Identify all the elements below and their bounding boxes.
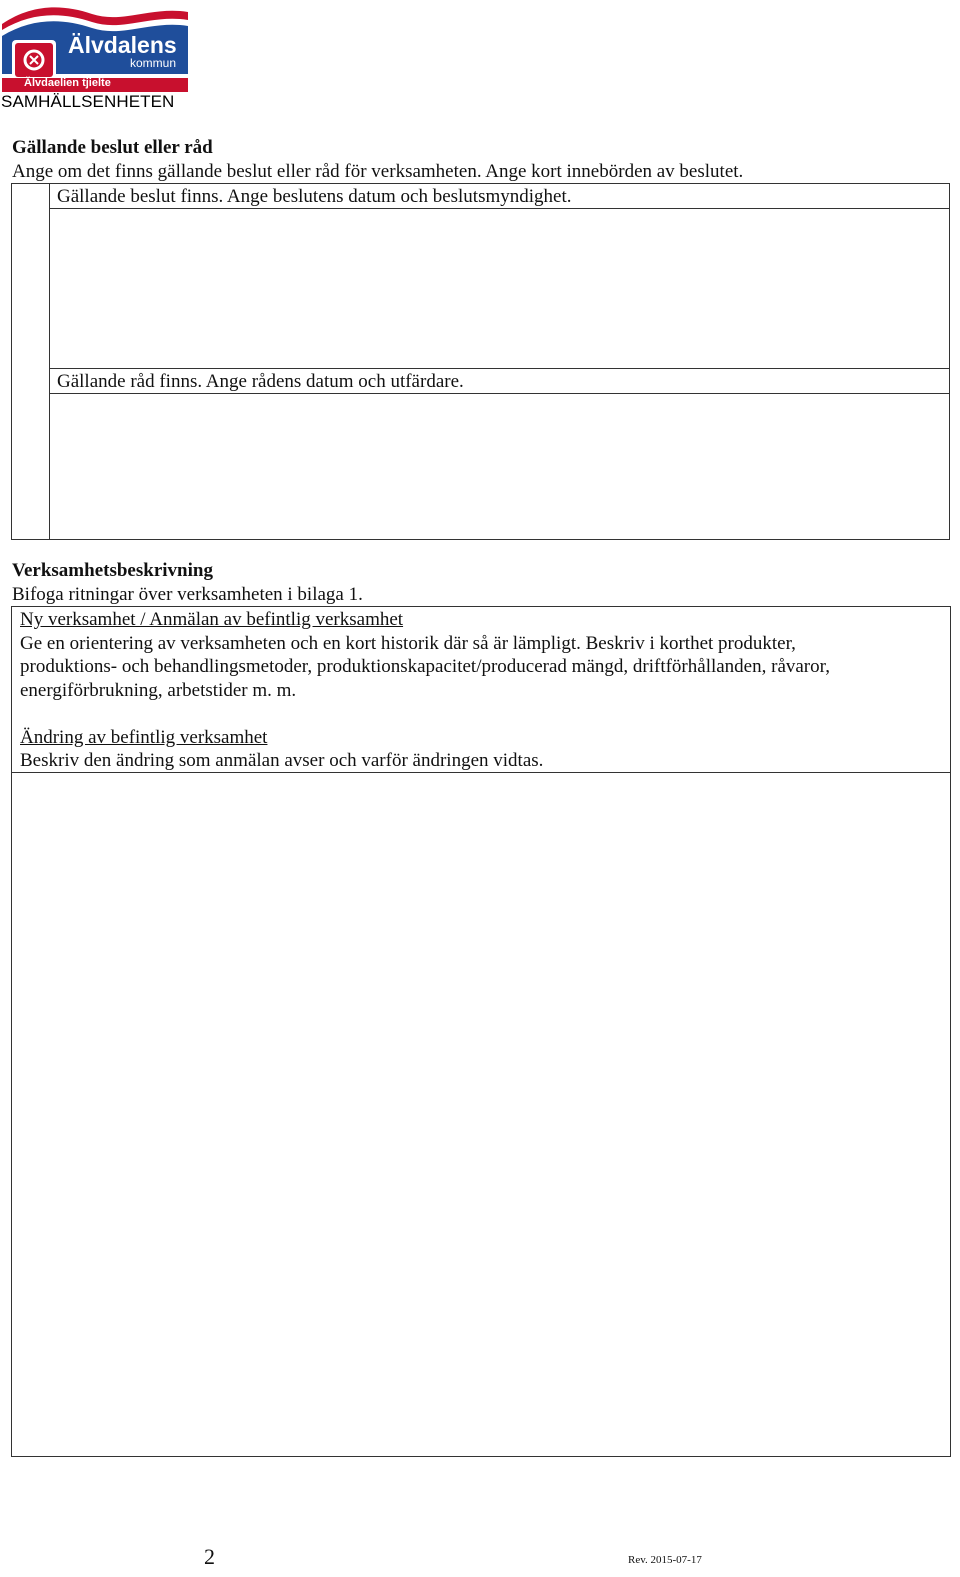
section-heading-beslut: Gällande beslut eller råd: [12, 137, 213, 158]
section-intro-verksamhet: Bifoga ritningar över verksamheten i bilaga 1.: [12, 584, 363, 605]
verksamhet-input-area[interactable]: [12, 773, 950, 1456]
ny-verksamhet-heading: Ny verksamhet / Anmälan av befintlig verksamhet: [20, 609, 404, 630]
ny-verksamhet-text-2: produktions- och behandlingsmetoder, produktionskapacitet/producerad mängd, driftförhållanden, råvaror,: [20, 656, 830, 677]
beslut-input-area[interactable]: [50, 209, 949, 368]
beslut-table: [11, 183, 950, 540]
municipality-logo: [2, 4, 188, 92]
unit-name: SAMHÄLLSENHETEN: [1, 92, 175, 111]
table-divider: [49, 368, 949, 369]
andring-heading: Ändring av befintlig verksamhet: [20, 726, 268, 748]
section-heading-verksamhet: Verksamhetsbeskrivning: [12, 560, 213, 581]
logo-wordmark: Älvdalens: [68, 32, 177, 58]
spacer: [20, 702, 900, 726]
andring-text: Beskriv den ändring som anmälan avser och varför ändringen vidtas.: [20, 750, 544, 771]
row-label-beslut: Gällande beslut finns. Ange beslutens datum och beslutsmyndighet.: [57, 186, 572, 207]
revision-label: Rev. 2015-07-17: [628, 1554, 702, 1566]
row-label-rad: Gällande råd finns. Ange rådens datum och utfärdare.: [57, 371, 464, 392]
verksamhet-instructions: [20, 608, 900, 773]
section-intro-beslut: Ange om det finns gällande beslut eller råd för verksamheten. Ange kort innebörden av beslutet.: [12, 161, 744, 182]
ny-verksamhet-text-3: energiförbrukning, arbetstider m. m.: [20, 679, 297, 701]
logo-tagline: Älvdaelien tjielte: [24, 77, 111, 89]
verksamhet-box: [11, 606, 951, 1457]
ny-verksamhet-text-1: Ge en orientering av verksamheten och en kort historik där så är lämpligt. Beskriv i korthet produkter,: [20, 632, 796, 654]
page-number: 2: [204, 1544, 215, 1569]
logo-sub: kommun: [130, 56, 177, 70]
rad-input-area[interactable]: [50, 394, 949, 539]
